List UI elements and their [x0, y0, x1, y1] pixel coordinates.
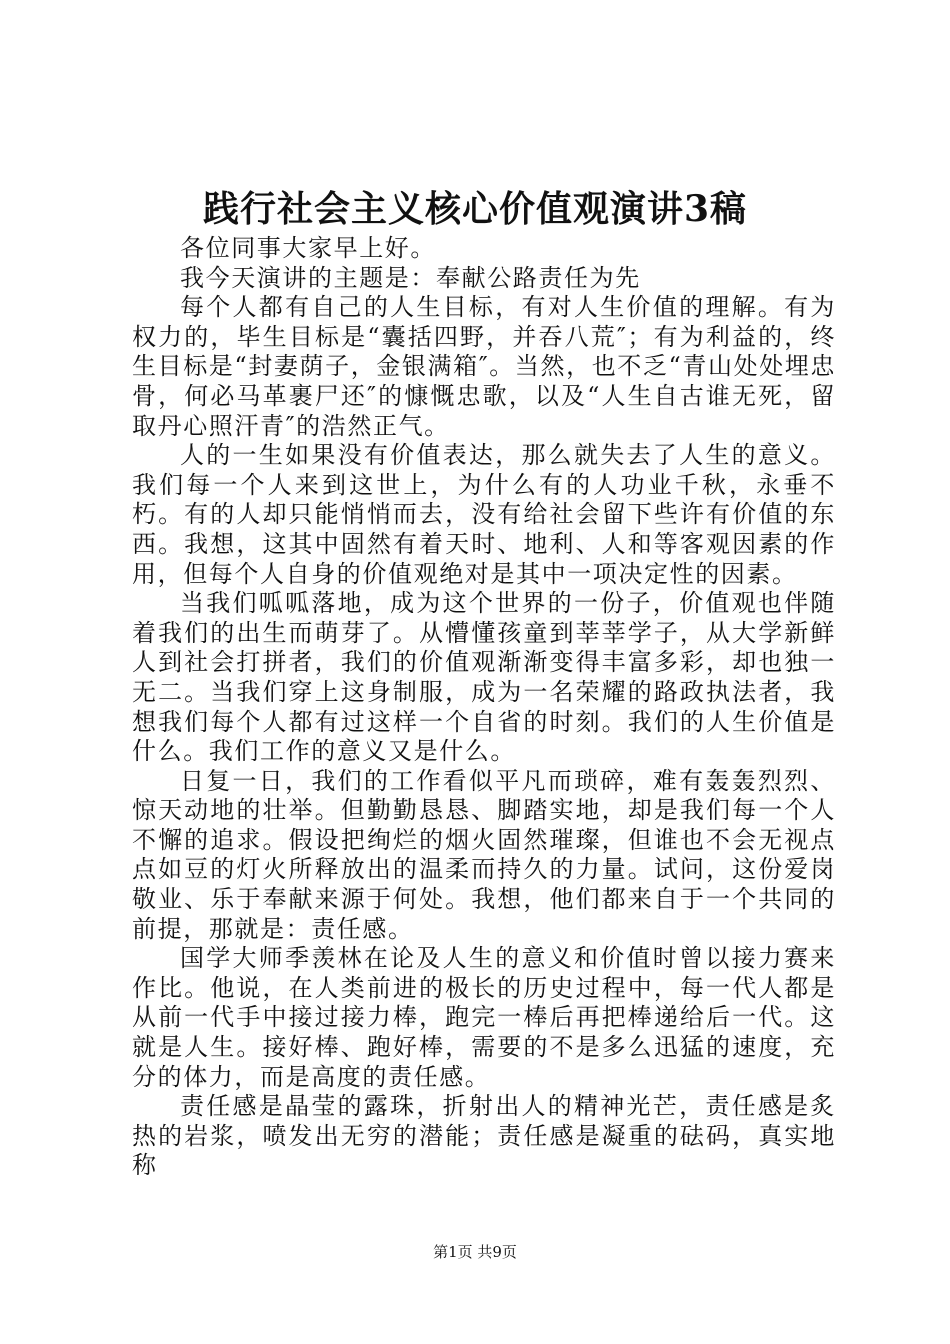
paragraph: 人的一生如果没有价值表达，那么就失去了人生的意义。我们每一个人来到这世上，为什么有的人功业千秋，永垂不朽。有的人却只能悄悄而去，没有给社会留下些许有价值的东西。我想，这其中固然有着天时、地利、人和等客观因素的作用，但每个人自身的价值观绝对是其中一项决定性的因素。	[132, 441, 836, 588]
paragraph-greeting: 各位同事大家早上好。	[180, 234, 436, 262]
paragraph: 国学大师季羡林在论及人生的意义和价值时曾以接力赛来作比。他说，在人类前进的极长的历史过程中，每一代人都是从前一代手中接过接力棒，跑完一棒后再把棒递给后一代。这就是人生。接好棒、跑好棒，需要的不是多么迅猛的速度，充分的体力，而是高度的责任感。	[132, 944, 836, 1091]
paragraph: 当我们呱呱落地，成为这个世界的一份子，价值观也伴随着我们的出生而萌芽了。从懵懂孩童到莘莘学子，从大学新鲜人到社会打拼者，我们的价值观渐渐变得丰富多彩，却也独一无二。当我们穿上这身制服，成为一名荣耀的路政执法者，我想我们每个人都有过这样一个自省的时刻。我们的人生价值是什么。我们工作的意义又是什么。	[132, 589, 836, 766]
paragraph-topic: 我今天演讲的主题是：奉献公路责任为先	[180, 263, 641, 292]
paragraph: 每个人都有自己的人生目标，有对人生价值的理解。有为权力的，毕生目标是“囊括四野，并吞八荒″；有为利益的，终生目标是“封妻荫子，金银满箱″。当然，也不乏“青山处处埋忠骨，何必马革裹尸还″的慷慨忠歌，以及“人生自古谁无死，留取丹心照汗青″的浩然正气。	[132, 293, 836, 440]
paragraph: 日复一日，我们的工作看似平凡而琐碎，难有轰轰烈烈、惊天动地的壮举。但勤勤恳恳、脚踏实地，却是我们每一个人不懈的追求。假设把绚烂的烟火固然璀璨，但谁也不会无视点点如豆的灯火所释放出的温柔而持久的力量。试问，这份爱岗敬业、乐于奉献来源于何处。我想，他们都来自于一个共同的前提，那就是：责任感。	[132, 766, 836, 943]
page-number-footer: 第1页 共9页	[433, 1243, 517, 1261]
document-body	[132, 234, 836, 1181]
paragraph: 责任感是晶莹的露珠，折射出人的精神光芒，责任感是炙热的岩浆，喷发出无穷的潜能；责任感是凝重的砝码，真实地称	[132, 1092, 836, 1180]
document-title: 践行社会主义核心价值观演讲3稿	[202, 188, 748, 230]
